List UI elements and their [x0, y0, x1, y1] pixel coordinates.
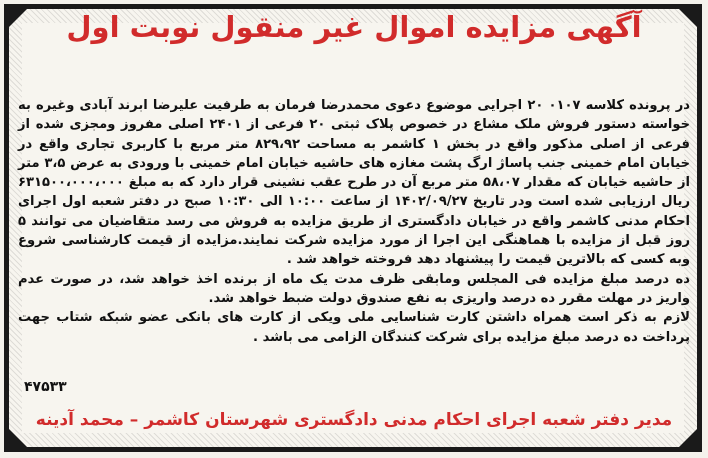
notice-body	[18, 96, 690, 347]
notice-paragraph: ده درصد مبلغ مزایده فی المجلس ومابقی ظرف مدت یک ماه از برنده اخذ خواهد شد، در صورت عدم واریز در مهلت مقرر ده درصد واریزی به نفع صندوق دولت ضبط خواهد شد.	[18, 271, 690, 306]
notice-paragraph: لازم به ذکر است همراه داشتن کارت شناسایی ملی ویکی از کارت های بانکی عضو شبکه شتاب جهت پرداخت ده درصد مبلغ مزایده برای شرکت کنندگان الزامی می باشد .	[18, 310, 690, 345]
notice-signature: مدیر دفتر شعبه اجرای احکام مدنی دادگستری شهرستان کاشمر – محمد آدینه	[35, 410, 673, 430]
notice-code: ۴۷۵۳۳	[24, 379, 67, 395]
notice-title: آگهی مزایده اموال غیر منقول نوبت اول	[66, 10, 642, 44]
notice-paragraph: در پرونده کلاسه ۰۱۰۷ ۲۰ اجرایی موضوع دعوی محمدرضا فرمان به طرفیت علیرضا ابرند آبادی وغیره به خواسته دستور فروش ملک مشاع در خصوص پلاک ثبتی ۲۰ فرعی از ۲۴۰۱ اصلی مفروز ومجزی شده از فرعی از اصلی مذکور واقع در بخش ۱ کاشمر به مساحت ۸۲۹،۹۲ متر مربع با کاربری تجاری واقع در خیابان امام خمینی جنب پاساژ ارگ پشت مغازه های حاشیه خیابان امام خمینی با ورودی به عرض ۳،۵ متر از حاشیه خیابان که مقدار ۵۸،۰۷ متر مربع آن در طرح عقب نشینی قرار دارد که به مبلغ ۶۳۱۵۰۰،۰۰۰،۰۰۰ ریال ارزیابی شده است ودر تاریخ ۱۴۰۲/۰۹/۲۷ از ساعت ۱۰:۰۰ الی ۱۰:۳۰ صبح در دفتر شعبه اول اجرای احکام مدنی کاشمر واقع در خیابان دادگستری از طریق مزایده به فروش می رسد متقاضیان می توانند ۵ روز قبل از مزایده با هماهنگی این اجرا از مورد مزایده شرکت نمایند.مزایده از قیمت کارشناسی شروع وبه کسی که بالاترین قیمت را پیشنهاد دهد فروخته خواهد شد .	[18, 98, 691, 268]
